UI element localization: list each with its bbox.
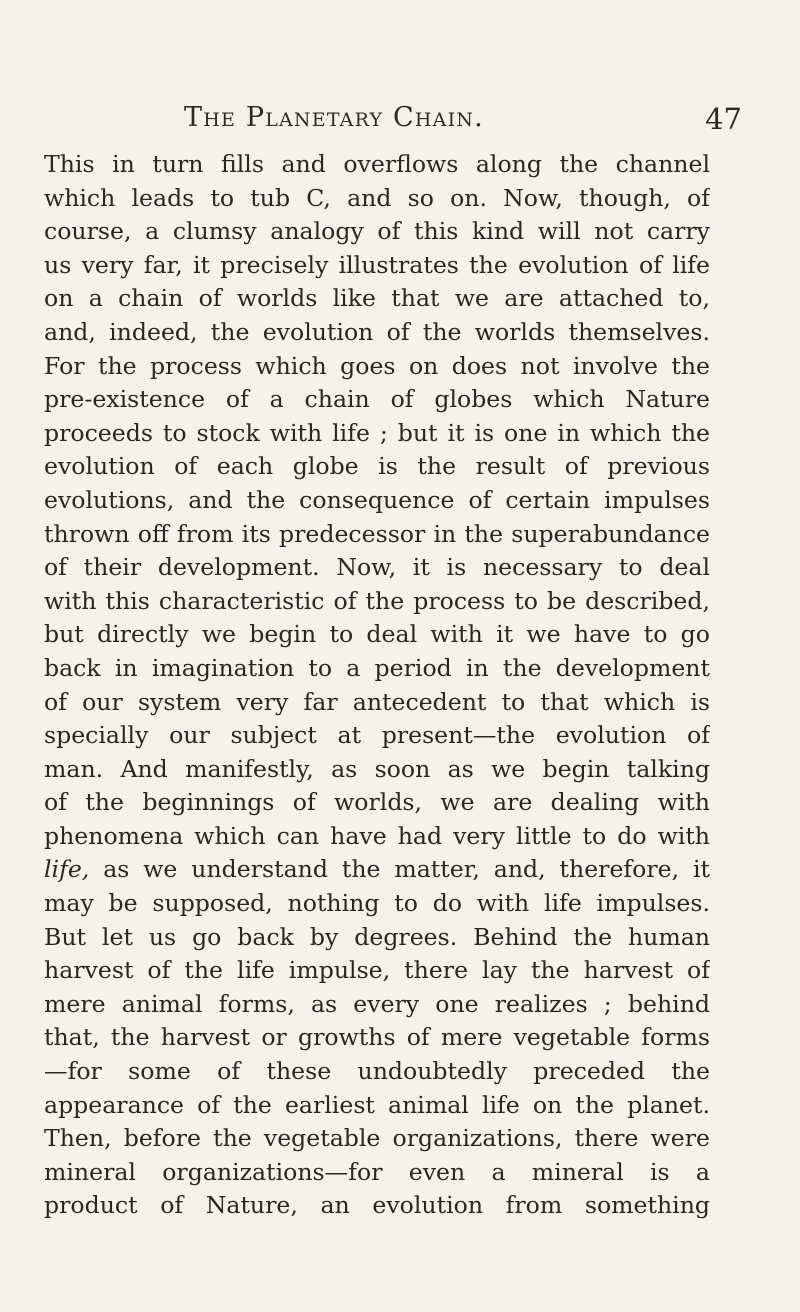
text-line: —for some of these undoubtedly preceded the xyxy=(44,1057,710,1086)
text-line: thrown off from its predecessor in the superabundance xyxy=(44,519,710,548)
text-line: which leads to tub C, and so on. Now, though, of xyxy=(44,183,710,212)
text-line: mineral organizations—for even a mineral is a xyxy=(44,1157,710,1186)
text-line: specially our subject at present—the evolution of xyxy=(44,721,710,750)
text-line: appearance of the earliest animal life on the planet. xyxy=(44,1090,710,1119)
text-line: But let us go back by degrees. Behind the human xyxy=(44,922,710,951)
text-line: back in imagination to a period in the development xyxy=(44,653,710,682)
text-line: of their development. Now, it is necessary to deal xyxy=(44,553,710,582)
text-line: evolutions, and the consequence of certain impulses xyxy=(44,485,710,514)
text-line: may be supposed, nothing to do with life impulses. xyxy=(44,889,710,918)
text-line: that, the harvest or growths of mere vegetable forms xyxy=(44,1023,710,1052)
text-line: on a chain of worlds like that we are attached to, xyxy=(44,284,710,313)
text-line: but directly we begin to deal with it we have to go xyxy=(44,620,710,649)
text-line: of the beginnings of worlds, we are dealing with xyxy=(44,788,710,817)
text-line: harvest of the life impulse, there lay the harvest of xyxy=(44,956,710,985)
text-line: product of Nature, an evolution from something xyxy=(44,1191,710,1220)
text-line: mere animal forms, as every one realizes ; behind xyxy=(44,989,710,1018)
text-line: proceeds to stock with life ; but it is one in which the xyxy=(44,418,710,447)
text-line: phenomena which can have had very little to do with xyxy=(44,821,710,850)
text-line: This in turn fills and overflows along the channel xyxy=(44,150,710,178)
text-line: us very far, it precisely illustrates the evolution of life xyxy=(44,250,710,279)
text-line-with-italic xyxy=(44,853,710,887)
text-line: of our system very far antecedent to that which is xyxy=(44,687,710,716)
text-line-rest: as we understand the matter, and, therefore, it xyxy=(103,855,710,884)
page-number: 47 xyxy=(705,102,742,136)
text-line: course, a clumsy analogy of this kind will not carry xyxy=(44,217,710,246)
text-line: evolution of each globe is the result of previous xyxy=(44,452,710,481)
body-text xyxy=(44,148,710,1223)
text-line: with this characteristic of the process to be described, xyxy=(44,586,710,615)
text-line: man. And manifestly, as soon as we begin talking xyxy=(44,754,710,783)
page-header xyxy=(44,100,754,140)
text-line: pre-existence of a chain of globes which Nature xyxy=(44,385,710,414)
text-line: and, indeed, the evolution of the worlds themselves. xyxy=(44,317,710,346)
italic-word: life, xyxy=(44,855,90,884)
text-line: Then, before the vegetable organizations, there were xyxy=(44,1124,710,1153)
text-line: For the process which goes on does not involve the xyxy=(44,351,710,380)
running-title: The Planetary Chain. xyxy=(184,102,484,133)
